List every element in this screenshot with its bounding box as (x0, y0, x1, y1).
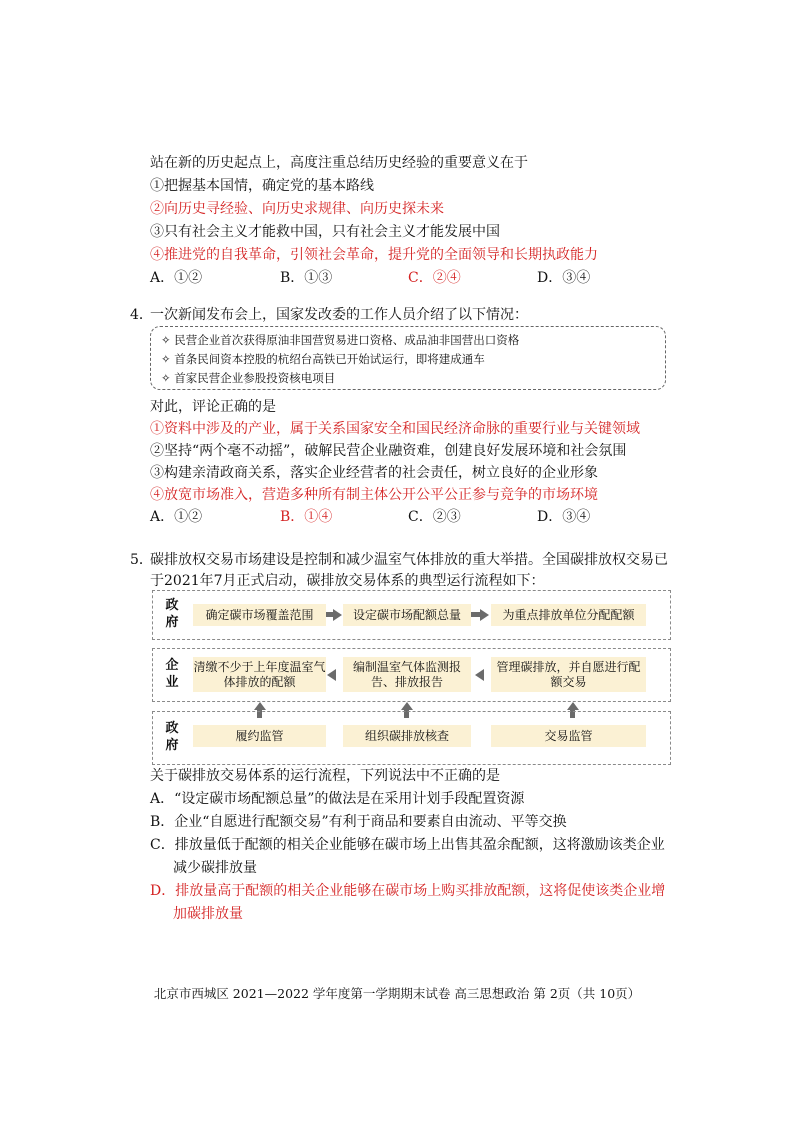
q4-option-d: D．③④ (537, 509, 591, 525)
flow-label-government: 政府 (165, 721, 179, 753)
q3-option-d: D．③④ (537, 270, 591, 286)
q5-option-d: D．排放量高于配额的相关企业能够在碳市场上购买排放配额，这将促使该类企业增 (150, 883, 666, 899)
flow-step-trade-supervision: 交易监管 (491, 725, 646, 747)
flow-step-surrender: 清缴不少于上年度温室气体排放的配额 (193, 657, 326, 692)
q5-option-b: B．企业“自愿进行配额交易”有利于商品和要素自由流动、平等交换 (150, 814, 567, 830)
q3-option-c: C．②④ (408, 270, 461, 286)
flow-step-coverage: 确定碳市场覆盖范围 (193, 604, 326, 626)
flow-label-government: 政府 (165, 598, 179, 630)
q4-info-box (150, 326, 666, 390)
flow-label-enterprise: 企业 (165, 658, 179, 690)
q5-option-d-cont: 加碳排放量 (173, 906, 243, 922)
q4-number: 4． (130, 307, 153, 323)
q4-box-item: ✧ 民营企业首次获得原油非国营贸易进口资格、成品油非国营出口资格 (161, 333, 520, 347)
q4-item-4: ④放宽市场准入，营造多种所有制主体公开公平公正参与竞争的市场环境 (150, 487, 598, 503)
arrow-left-icon (327, 669, 336, 681)
q5-stem-line1: 碳排放权交易市场建设是控制和减少温室气体排放的重大举措。全国碳排放权交易已 (150, 552, 668, 568)
arrow-left-icon (475, 669, 484, 681)
flow-step-report: 编制温室气体监测报告、排放报告 (343, 657, 471, 692)
flow-step-quota-total: 设定碳市场配额总量 (343, 604, 471, 626)
arrow-right-icon (333, 609, 342, 621)
q4-option-c: C．②③ (408, 509, 461, 525)
arrow-right-icon (480, 609, 489, 621)
q5-option-a: A．“设定碳市场配额总量”的做法是在采用计划手段配置资源 (150, 791, 525, 807)
q4-option-b: B．①④ (280, 509, 333, 525)
q3-item-1: ①把握基本国情，确定党的基本路线 (150, 178, 374, 194)
q4-item-1: ①资料中涉及的产业，属于关系国家安全和国民经济命脉的重要行业与关键领域 (150, 421, 640, 437)
q3-item-4: ④推进党的自我革命，引领社会革命，提升党的全面领导和长期执政能力 (150, 247, 598, 263)
flow-step-allocate: 为重点排放单位分配配额 (491, 604, 646, 626)
q3-option-a: A．①② (150, 270, 203, 286)
q3-stem: 站在新的历史起点上，高度注重总结历史经验的重要意义在于 (150, 155, 528, 171)
arrow-up-icon (401, 702, 413, 710)
q4-item-2: ②坚持“两个毫不动摇”，破解民营企业融资难，创建良好发展环境和社会氛围 (150, 443, 627, 459)
q4-option-a: A．①② (150, 509, 203, 525)
page-footer: 北京市西城区 2021—2022 学年度第一学期期末试卷 高三思想政治 第 2页（共 10页） (153, 986, 641, 1001)
q5-option-c: C．排放量低于配额的相关企业能够在碳市场上出售其盈余配额，这将激励该类企业 (150, 837, 665, 853)
flow-step-trade: 管理碳排放，并自愿进行配额交易 (491, 657, 646, 692)
q4-box-item: ✧ 首家民营企业参股投资核电项目 (161, 371, 336, 385)
q4-stem: 一次新闻发布会上，国家发改委的工作人员介绍了以下情况： (150, 307, 528, 323)
q4-question: 对此，评论正确的是 (150, 399, 276, 415)
flow-step-compliance: 履约监管 (193, 725, 326, 747)
q5-number: 5． (130, 552, 153, 568)
q5-question: 关于碳排放交易体系的运行流程，下列说法中不正确的是 (150, 768, 500, 784)
q4-box-item: ✧ 首条民间资本控股的杭绍台高铁已开始试运行，即将建成通车 (161, 352, 485, 366)
q3-item-2: ②向历史寻经验、向历史求规律、向历史探未来 (150, 201, 444, 217)
q5-option-c-cont: 减少碳排放量 (173, 860, 257, 876)
flow-step-verification: 组织碳排放核查 (343, 725, 471, 747)
q4-item-3: ③构建亲清政商关系，落实企业经营者的社会责任，树立良好的企业形象 (150, 465, 598, 481)
q3-item-3: ③只有社会主义才能救中国，只有社会主义才能发展中国 (150, 224, 500, 240)
arrow-up-icon (567, 702, 579, 710)
q5-stem-line2: 于2021年7月正式启动，碳排放交易体系的典型运行流程如下： (150, 573, 545, 589)
q3-option-b: B．①③ (280, 270, 333, 286)
arrow-up-icon (254, 702, 266, 710)
